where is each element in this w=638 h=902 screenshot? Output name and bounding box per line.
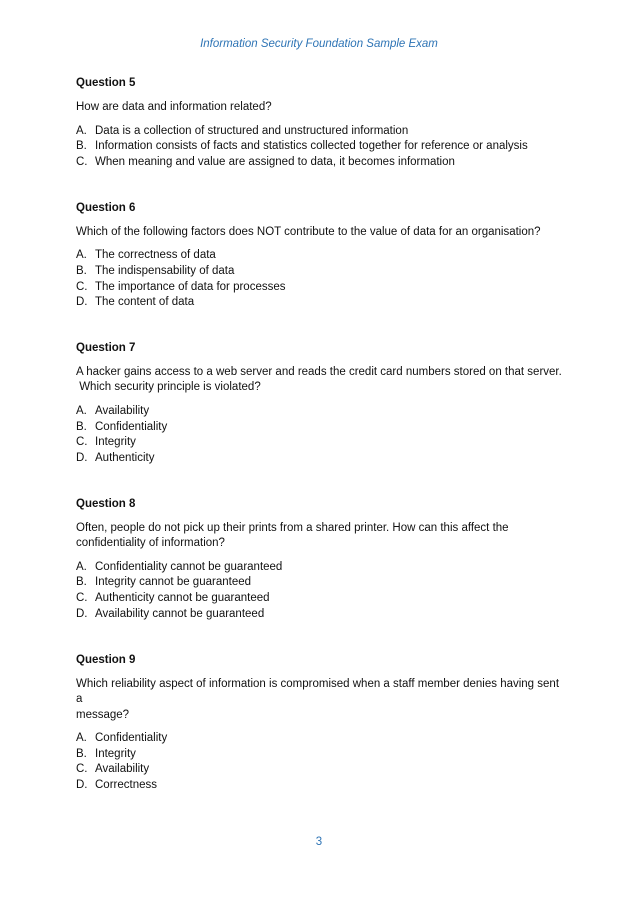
question-title: Question 6 <box>76 201 136 214</box>
answer-option-b <box>76 264 566 280</box>
option-letter: C. <box>76 280 88 293</box>
question-text-line: Which security principle is violated? <box>76 381 261 394</box>
option-letter: D. <box>76 779 88 792</box>
answer-option-c <box>76 155 566 171</box>
answer-option-c <box>76 435 566 451</box>
question-text <box>76 225 566 241</box>
question-text-line: Which reliability aspect of information is compromised when a staff member denies having sent a <box>76 677 560 706</box>
answer-option-b <box>76 747 566 763</box>
answer-options <box>76 560 566 623</box>
answer-options <box>76 124 566 171</box>
answer-option-d <box>76 295 566 311</box>
option-text: The correctness of data <box>95 249 216 262</box>
question-text-line: Often, people do not pick up their prints from a shared printer. How can this affect the <box>76 521 509 534</box>
option-letter: C. <box>76 592 88 605</box>
option-text: The importance of data for processes <box>95 280 286 293</box>
option-letter: A. <box>76 560 87 573</box>
option-letter: B. <box>76 576 87 589</box>
answer-option-c <box>76 280 566 296</box>
question-5 <box>76 76 566 171</box>
answer-option-b <box>76 420 566 436</box>
answer-option-a <box>76 124 566 140</box>
option-text: Confidentiality cannot be guaranteed <box>95 560 283 573</box>
answer-option-c <box>76 591 566 607</box>
answer-options <box>76 404 566 467</box>
option-letter: C. <box>76 763 88 776</box>
option-letter: B. <box>76 140 87 153</box>
question-9 <box>76 653 566 794</box>
option-letter: B. <box>76 264 87 277</box>
option-letter: A. <box>76 404 87 417</box>
page-number: 3 <box>315 836 323 848</box>
option-letter: D. <box>76 452 88 465</box>
option-text: Authenticity cannot be guaranteed <box>95 592 270 605</box>
option-text: The indispensability of data <box>95 264 235 277</box>
question-text <box>76 521 566 552</box>
answer-option-b <box>76 575 566 591</box>
answer-option-b <box>76 139 566 155</box>
question-text-line: A hacker gains access to a web server and reads the credit card numbers stored on that server. <box>76 365 562 378</box>
option-letter: A. <box>76 732 87 745</box>
option-text: Authenticity <box>95 452 155 465</box>
option-text: Integrity <box>95 436 136 449</box>
option-text: Information consists of facts and statistics collected together for reference or analysis <box>95 140 528 153</box>
option-text: Integrity <box>95 747 136 760</box>
question-title: Question 8 <box>76 497 136 510</box>
question-7 <box>76 341 566 467</box>
question-8 <box>76 497 566 623</box>
answer-option-a <box>76 560 566 576</box>
option-text: Confidentiality <box>95 732 168 745</box>
question-text <box>76 100 566 116</box>
option-letter: C. <box>76 155 88 168</box>
answer-options <box>76 731 566 794</box>
option-text: Availability <box>95 763 150 776</box>
question-text-line: confidentiality of information? <box>76 537 225 550</box>
option-letter: D. <box>76 607 88 620</box>
answer-option-d <box>76 607 566 623</box>
option-text: Availability <box>95 404 150 417</box>
question-title: Question 5 <box>76 77 136 89</box>
answer-option-a <box>76 248 566 264</box>
question-6 <box>76 201 566 311</box>
page-header: Information Security Foundation Sample Exam <box>200 38 438 50</box>
answer-option-d <box>76 451 566 467</box>
option-text: When meaning and value are assigned to data, it becomes information <box>95 155 455 168</box>
option-letter: B. <box>76 420 87 433</box>
option-text: Availability cannot be guaranteed <box>95 607 265 620</box>
option-letter: D. <box>76 296 88 309</box>
option-text: Confidentiality <box>95 420 168 433</box>
option-text: Data is a collection of structured and unstructured information <box>95 124 409 137</box>
option-letter: A. <box>76 249 87 262</box>
question-text-line: How are data and information related? <box>76 101 272 113</box>
answer-option-c <box>76 762 566 778</box>
question-text-line: Which of the following factors does NOT contribute to the value of data for an organisation? <box>76 225 541 238</box>
option-text: Integrity cannot be guaranteed <box>95 576 252 589</box>
question-title: Question 7 <box>76 341 136 354</box>
question-text-line: message? <box>76 708 130 721</box>
answer-options <box>76 248 566 311</box>
answer-option-a <box>76 404 566 420</box>
option-text: The content of data <box>95 296 195 309</box>
answer-option-d <box>76 778 566 794</box>
option-letter: C. <box>76 436 88 449</box>
option-letter: B. <box>76 747 87 760</box>
option-text: Correctness <box>95 779 157 792</box>
answer-option-a <box>76 731 566 747</box>
question-text <box>76 365 566 396</box>
option-letter: A. <box>76 124 87 137</box>
question-title: Question 9 <box>76 653 136 666</box>
question-text <box>76 677 566 724</box>
exam-content <box>76 76 566 824</box>
